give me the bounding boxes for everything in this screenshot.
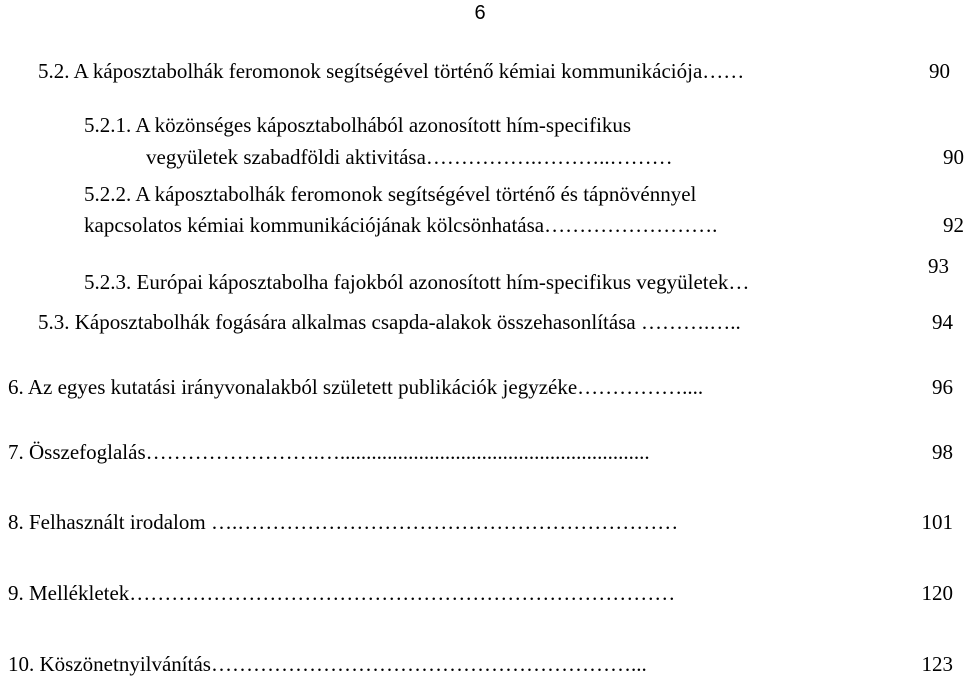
toc-entry-title: 10. Köszönetnyilvánítás……………………………………………………... [8,652,647,676]
toc-entry-page: 120 [921,581,953,605]
toc-entry-page: 92 [943,213,964,237]
toc-entry-title: 5.2.2. A káposztabolhák feromonok segítségével történő és tápnövénnyel [84,182,697,206]
toc-entry-page: 94 [932,310,953,334]
toc-entry-title: 6. Az egyes kutatási irányvonalakból született publikációk jegyzéke…………….... [8,375,704,399]
toc-entry-page: 93 [928,254,949,278]
toc-entry-title-continued: kapcsolatos kémiai kommunikációjának kölcsönhatása……………………. [84,213,718,237]
toc-entry-page: 101 [921,510,953,534]
toc-entry-page: 96 [932,375,953,399]
toc-entry-title: 5.2.3. Európai káposztabolha fajokból azonosított hím-specifikus vegyületek… [84,270,750,294]
toc-entry-page: 90 [929,59,950,83]
toc-entry-title: 7. Összefoglalás…………………….…........................................................... [8,440,650,464]
toc-entry-title-continued: vegyületek szabadföldi aktivitása…………….………..……… [146,145,673,169]
toc-entry-title: 5.3. Káposztabolhák fogására alkalmas csapda-alakok összehasonlítása ……….….. [38,310,741,334]
toc-entry-title: 5.2. A káposztabolhák feromonok segítségével történő kémiai kommunikációja…… [38,59,745,83]
toc-entry-page: 98 [932,440,953,464]
page-number: 6 [474,2,486,24]
toc-entry-page: 123 [921,652,953,676]
toc-entry-page: 90 [943,145,964,169]
toc-entry-title: 9. Mellékletek…………………………………………………………………… [8,581,676,605]
toc-entry-title: 8. Felhasznált irodalom ….……………………………………………………… [8,510,679,534]
toc-entry-title: 5.2.1. A közönséges káposztabolhából azonosított hím-specifikus [84,113,632,137]
